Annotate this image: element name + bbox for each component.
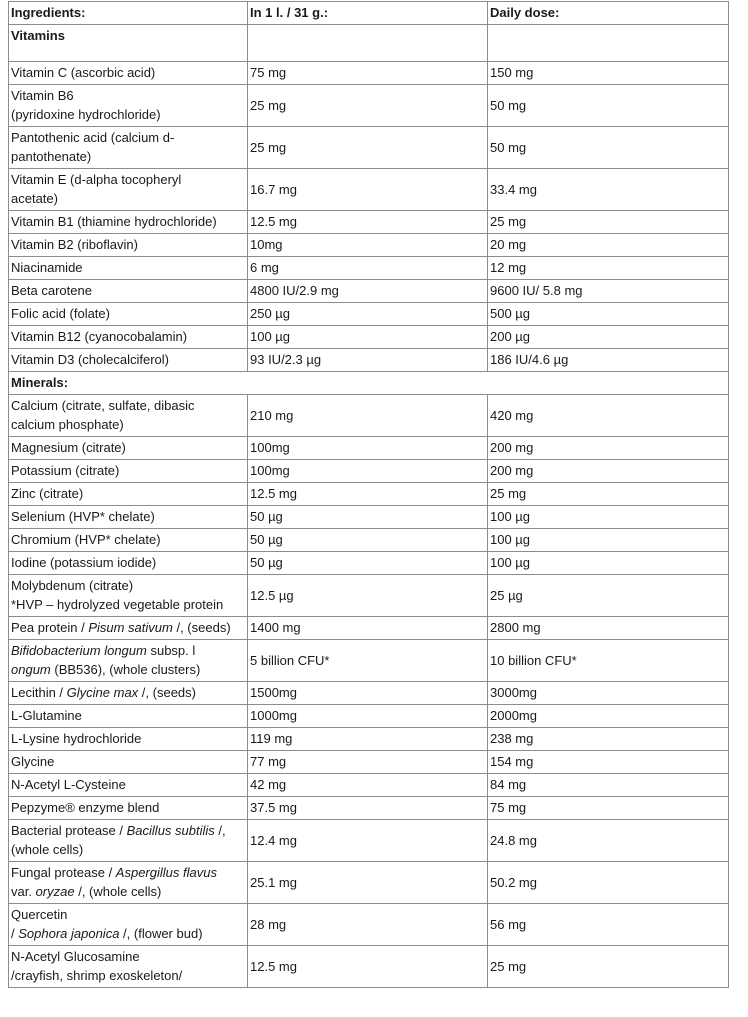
daily-dose-cell: 500 µg <box>488 303 729 326</box>
ingredient-text: / <box>11 926 19 941</box>
header-daily-dose: Daily dose: <box>488 2 729 25</box>
ingredient-cell <box>9 705 248 728</box>
latin-name: Glycine max <box>66 685 139 700</box>
ingredient-cell <box>9 349 248 372</box>
daily-dose-cell: 12 mg <box>488 257 729 280</box>
per-liter-cell: 50 µg <box>248 552 488 575</box>
ingredient-cell <box>9 169 248 211</box>
per-liter-cell: 12.4 mg <box>248 820 488 862</box>
table-row <box>9 483 729 506</box>
per-liter-cell: 16.7 mg <box>248 169 488 211</box>
table-row <box>9 395 729 437</box>
per-liter-cell: 10mg <box>248 234 488 257</box>
table-row <box>9 437 729 460</box>
ingredient-cell <box>9 303 248 326</box>
table-row <box>9 62 729 85</box>
ingredient-text: Selenium (HVP* chelate) <box>11 509 155 524</box>
ingredient-text: /crayfish, shrimp exoskeleton/ <box>11 968 183 983</box>
per-liter-cell: 25 mg <box>248 85 488 127</box>
daily-dose-cell: 420 mg <box>488 395 729 437</box>
daily-dose-cell: 20 mg <box>488 234 729 257</box>
daily-dose-cell: 50.2 mg <box>488 862 729 904</box>
per-liter-cell: 119 mg <box>248 728 488 751</box>
latin-name: ongum <box>11 662 51 677</box>
daily-dose-cell: 25 mg <box>488 483 729 506</box>
daily-dose-cell: 200 mg <box>488 460 729 483</box>
per-liter-cell: 100mg <box>248 460 488 483</box>
ingredient-cell <box>9 460 248 483</box>
ingredient-text: Vitamin C (ascorbic acid) <box>11 65 156 80</box>
daily-dose-cell: 50 mg <box>488 85 729 127</box>
daily-dose-cell: 2800 mg <box>488 617 729 640</box>
latin-name: Bacillus subtilis <box>126 823 215 838</box>
daily-dose-cell: 33.4 mg <box>488 169 729 211</box>
ingredient-text: Pantothenic acid (calcium d- <box>11 130 175 145</box>
daily-dose-cell: 100 µg <box>488 506 729 529</box>
ingredient-cell <box>9 395 248 437</box>
table-row <box>9 751 729 774</box>
table-row <box>9 862 729 904</box>
ingredient-text: Quercetin <box>11 907 68 922</box>
table-row <box>9 303 729 326</box>
table-row <box>9 211 729 234</box>
daily-dose-cell: 186 IU/4.6 µg <box>488 349 729 372</box>
latin-name: Pisum sativum <box>88 620 173 635</box>
table-row <box>9 529 729 552</box>
per-liter-cell: 75 mg <box>248 62 488 85</box>
ingredient-text: Lecithin / <box>11 685 67 700</box>
ingredient-cell <box>9 85 248 127</box>
per-liter-cell: 100mg <box>248 437 488 460</box>
daily-dose-cell: 238 mg <box>488 728 729 751</box>
per-liter-cell: 12.5 mg <box>248 211 488 234</box>
per-liter-cell: 12.5 µg <box>248 575 488 617</box>
table-row <box>9 234 729 257</box>
latin-name: Bifidobacterium longum <box>11 643 147 658</box>
latin-name: Sophora japonica <box>18 926 120 941</box>
ingredient-cell <box>9 529 248 552</box>
per-liter-cell: 12.5 mg <box>248 483 488 506</box>
ingredient-cell <box>9 682 248 705</box>
ingredient-text: subsp. l <box>146 643 196 658</box>
ingredient-cell <box>9 483 248 506</box>
per-liter-cell: 250 µg <box>248 303 488 326</box>
ingredient-cell <box>9 280 248 303</box>
table-row <box>9 85 729 127</box>
daily-dose-cell: 25 µg <box>488 575 729 617</box>
table-row <box>9 797 729 820</box>
table-row <box>9 682 729 705</box>
table-row <box>9 774 729 797</box>
per-liter-cell: 42 mg <box>248 774 488 797</box>
section-row <box>9 372 729 395</box>
ingredient-cell <box>9 575 248 617</box>
ingredient-cell <box>9 862 248 904</box>
ingredient-text: pantothenate) <box>11 149 92 164</box>
per-liter-cell: 1500mg <box>248 682 488 705</box>
table-row <box>9 257 729 280</box>
daily-dose-cell: 25 mg <box>488 211 729 234</box>
ingredient-text: var. <box>11 884 36 899</box>
daily-dose-cell: 10 billion CFU* <box>488 640 729 682</box>
ingredient-text: L-Glutamine <box>11 708 82 723</box>
daily-dose-cell: 200 mg <box>488 437 729 460</box>
daily-dose-cell: 75 mg <box>488 797 729 820</box>
ingredient-cell <box>9 127 248 169</box>
latin-name: Aspergillus flavus <box>115 865 217 880</box>
per-liter-cell: 37.5 mg <box>248 797 488 820</box>
per-liter-cell: 28 mg <box>248 904 488 946</box>
ingredient-text: acetate) <box>11 191 58 206</box>
ingredient-text: /, (whole cells) <box>74 884 162 899</box>
per-liter-cell: 210 mg <box>248 395 488 437</box>
daily-dose-cell: 100 µg <box>488 552 729 575</box>
per-liter-cell: 50 µg <box>248 506 488 529</box>
table-row <box>9 349 729 372</box>
ingredient-cell <box>9 946 248 988</box>
per-liter-cell: 77 mg <box>248 751 488 774</box>
table-row <box>9 460 729 483</box>
ingredient-cell <box>9 617 248 640</box>
daily-dose-cell: 154 mg <box>488 751 729 774</box>
section-empty-cell <box>248 25 488 62</box>
ingredient-text: Glycine <box>11 754 55 769</box>
ingredient-text: Molybdenum (citrate) <box>11 578 134 593</box>
section-empty-cell <box>488 25 729 62</box>
header-per-liter: In 1 l. / 31 g.: <box>248 2 488 25</box>
ingredient-text: Beta carotene <box>11 283 92 298</box>
latin-name: oryzae <box>35 884 75 899</box>
table-row <box>9 280 729 303</box>
ingredient-text: Pea protein / <box>11 620 89 635</box>
daily-dose-cell: 150 mg <box>488 62 729 85</box>
ingredient-text: Magnesium (citrate) <box>11 440 126 455</box>
ingredient-text: calcium phosphate) <box>11 417 124 432</box>
ingredient-text: Folic acid (folate) <box>11 306 110 321</box>
table-row <box>9 617 729 640</box>
ingredient-cell <box>9 820 248 862</box>
table-row <box>9 946 729 988</box>
per-liter-cell: 12.5 mg <box>248 946 488 988</box>
table-body <box>9 25 729 988</box>
daily-dose-cell: 56 mg <box>488 904 729 946</box>
ingredient-text: /, (seeds) <box>172 620 231 635</box>
ingredient-text: /, (flower bud) <box>119 926 203 941</box>
ingredient-cell <box>9 728 248 751</box>
daily-dose-cell: 50 mg <box>488 127 729 169</box>
ingredient-text: Vitamin B1 (thiamine hydrochloride) <box>11 214 217 229</box>
table-row <box>9 728 729 751</box>
section-title: Minerals: <box>9 372 729 395</box>
table-row <box>9 820 729 862</box>
per-liter-cell: 25.1 mg <box>248 862 488 904</box>
table-row <box>9 640 729 682</box>
ingredient-text: Fungal protease / <box>11 865 116 880</box>
ingredient-text: *HVP – hydrolyzed vegetable protein <box>11 597 224 612</box>
table-row <box>9 326 729 349</box>
header-row <box>9 2 729 25</box>
ingredient-cell <box>9 797 248 820</box>
per-liter-cell: 6 mg <box>248 257 488 280</box>
ingredient-cell <box>9 506 248 529</box>
daily-dose-cell: 24.8 mg <box>488 820 729 862</box>
per-liter-cell: 93 IU/2.3 µg <box>248 349 488 372</box>
table-row <box>9 575 729 617</box>
ingredient-cell <box>9 326 248 349</box>
per-liter-cell: 100 µg <box>248 326 488 349</box>
ingredient-text: Iodine (potassium iodide) <box>11 555 157 570</box>
daily-dose-cell: 100 µg <box>488 529 729 552</box>
ingredient-text: (whole cells) <box>11 842 84 857</box>
ingredient-text: Pepzyme® enzyme blend <box>11 800 160 815</box>
ingredient-text: Chromium (HVP* chelate) <box>11 532 161 547</box>
ingredient-text: N-Acetyl L-Cysteine <box>11 777 126 792</box>
daily-dose-cell: 25 mg <box>488 946 729 988</box>
daily-dose-cell: 2000mg <box>488 705 729 728</box>
section-title: Vitamins <box>9 25 248 62</box>
ingredient-text: Vitamin D3 (cholecalciferol) <box>11 352 169 367</box>
ingredients-table <box>8 1 729 988</box>
per-liter-cell: 25 mg <box>248 127 488 169</box>
daily-dose-cell: 200 µg <box>488 326 729 349</box>
ingredient-text: /, (seeds) <box>138 685 196 700</box>
ingredient-text: (BB536), (whole clusters) <box>50 662 201 677</box>
daily-dose-cell: 3000mg <box>488 682 729 705</box>
table-row <box>9 169 729 211</box>
ingredient-cell <box>9 437 248 460</box>
ingredient-text: Vitamin B12 (cyanocobalamin) <box>11 329 188 344</box>
header-ingredients: Ingredients: <box>9 2 248 25</box>
per-liter-cell: 50 µg <box>248 529 488 552</box>
section-row <box>9 25 729 62</box>
ingredient-cell <box>9 904 248 946</box>
ingredient-text: Vitamin E (d-alpha tocopheryl <box>11 172 182 187</box>
ingredient-text: /, <box>214 823 226 838</box>
table-row <box>9 127 729 169</box>
ingredient-text: (pyridoxine hydrochloride) <box>11 107 161 122</box>
ingredient-text: Vitamin B6 <box>11 88 74 103</box>
daily-dose-cell: 9600 IU/ 5.8 mg <box>488 280 729 303</box>
per-liter-cell: 5 billion CFU* <box>248 640 488 682</box>
ingredient-text: N-Acetyl Glucosamine <box>11 949 140 964</box>
ingredient-text: L-Lysine hydrochloride <box>11 731 142 746</box>
ingredient-cell <box>9 552 248 575</box>
ingredient-text: Vitamin B2 (riboflavin) <box>11 237 138 252</box>
table-row <box>9 904 729 946</box>
ingredient-cell <box>9 257 248 280</box>
ingredient-cell <box>9 751 248 774</box>
per-liter-cell: 1000mg <box>248 705 488 728</box>
ingredient-text: Niacinamide <box>11 260 83 275</box>
per-liter-cell: 1400 mg <box>248 617 488 640</box>
ingredient-cell <box>9 234 248 257</box>
ingredient-cell <box>9 774 248 797</box>
daily-dose-cell: 84 mg <box>488 774 729 797</box>
ingredient-cell <box>9 211 248 234</box>
ingredient-text: Bacterial protease / <box>11 823 127 838</box>
ingredient-text: Zinc (citrate) <box>11 486 84 501</box>
ingredient-text: Calcium (citrate, sulfate, dibasic <box>11 398 195 413</box>
ingredient-cell <box>9 640 248 682</box>
ingredient-text: Potassium (citrate) <box>11 463 120 478</box>
table-row <box>9 552 729 575</box>
per-liter-cell: 4800 IU/2.9 mg <box>248 280 488 303</box>
ingredient-cell <box>9 62 248 85</box>
table-row <box>9 506 729 529</box>
table-row <box>9 705 729 728</box>
